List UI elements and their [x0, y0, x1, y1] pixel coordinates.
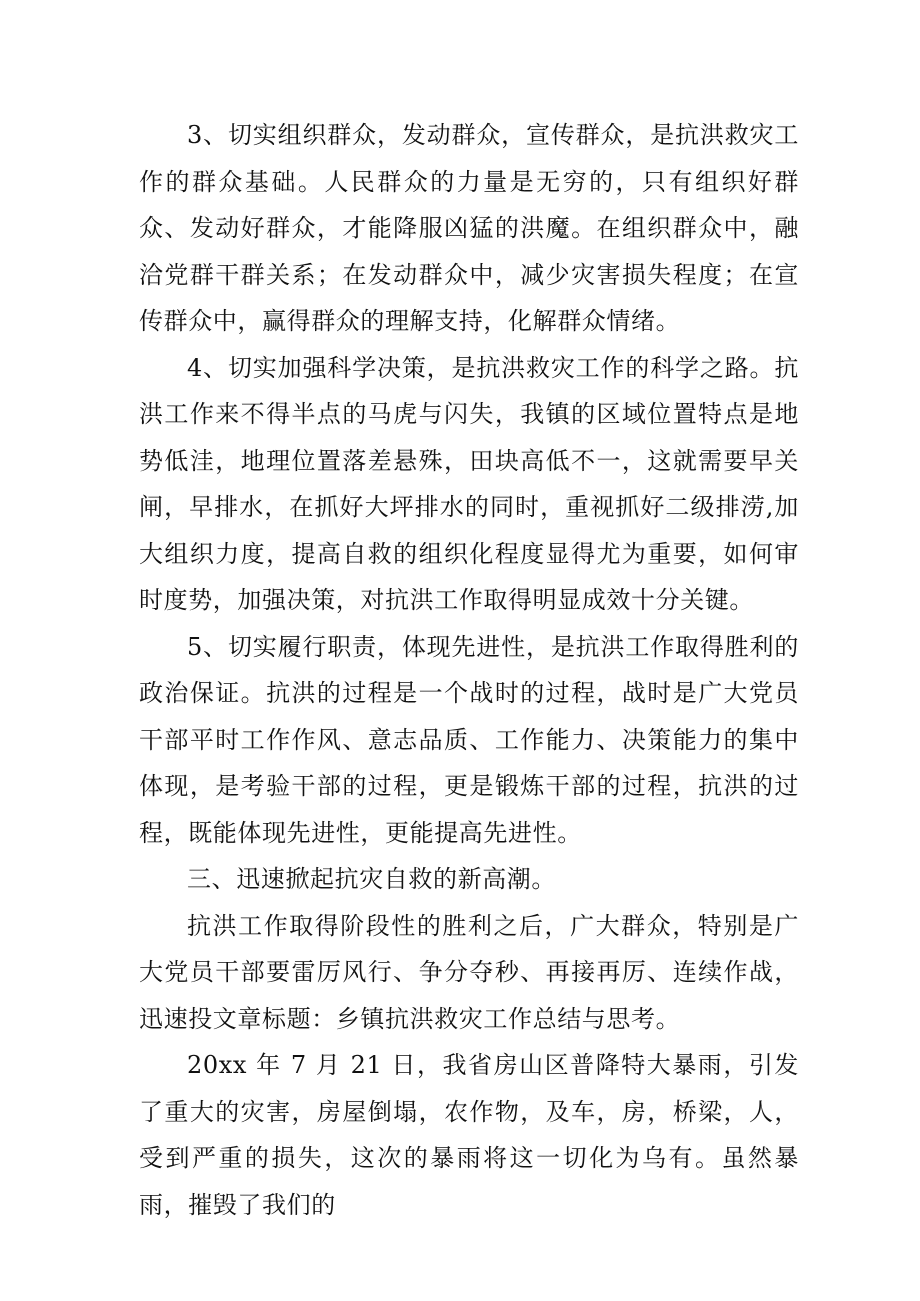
paragraph-stage-victory: 抗洪工作取得阶段性的胜利之后，广大群众，特别是广大党员干部要雷厉风行、争分夺秒、再接再厉、连续作战，迅速投文章标题：乡镇抗洪救灾工作总结与思考。	[139, 911, 799, 1033]
paragraph-rainstorm: 20xx 年 7 月 21 日，我省房山区普降特大暴雨，引发了重大的灾害，房屋倒塌，农作物，及车，房，桥梁，人，受到严重的损失，这次的暴雨将这一切化为乌有。虽然暴雨，摧毁了我们的	[139, 1051, 799, 1219]
paragraph-organize-masses: 3、切实组织群众，发动群众，宣传群众，是抗洪救灾工作的群众基础。人民群众的力量是无穷的，只有组织好群众、发动好群众，才能降服凶猛的洪魔。在组织群众中，融洽党群干群关系；在发动群众中，减少灾害损失程度；在宣传群众中，赢得群众的理解支持，化解群众情绪。	[139, 121, 799, 335]
paragraph-scientific-decision: 4、切实加强科学决策，是抗洪救灾工作的科学之路。抗洪工作来不得半点的马虎与闪失，我镇的区域位置特点是地势低洼，地理位置落差悬殊，田块高低不一，这就需要早关闸，早排水，在抓好大坪排水的同时，重视抓好二级排涝,加大组织力度，提高自救的组织化程度显得尤为重要，如何审时度势，加强决策，对抗洪工作取得明显成效十分关键。	[139, 353, 799, 614]
section-heading-disaster-relief: 三、迅速掀起抗灾自救的新高潮。	[187, 865, 556, 893]
document-body	[139, 112, 799, 1228]
paragraph-fulfill-duties: 5、切实履行职责，体现先进性，是抗洪工作取得胜利的政治保证。抗洪的过程是一个战时的过程，战时是广大党员干部平时工作作风、意志品质、工作能力、决策能力的集中体现，是考验干部的过程，更是锻炼干部的过程，抗洪的过程，既能体现先进性，更能提高先进性。	[139, 632, 799, 847]
